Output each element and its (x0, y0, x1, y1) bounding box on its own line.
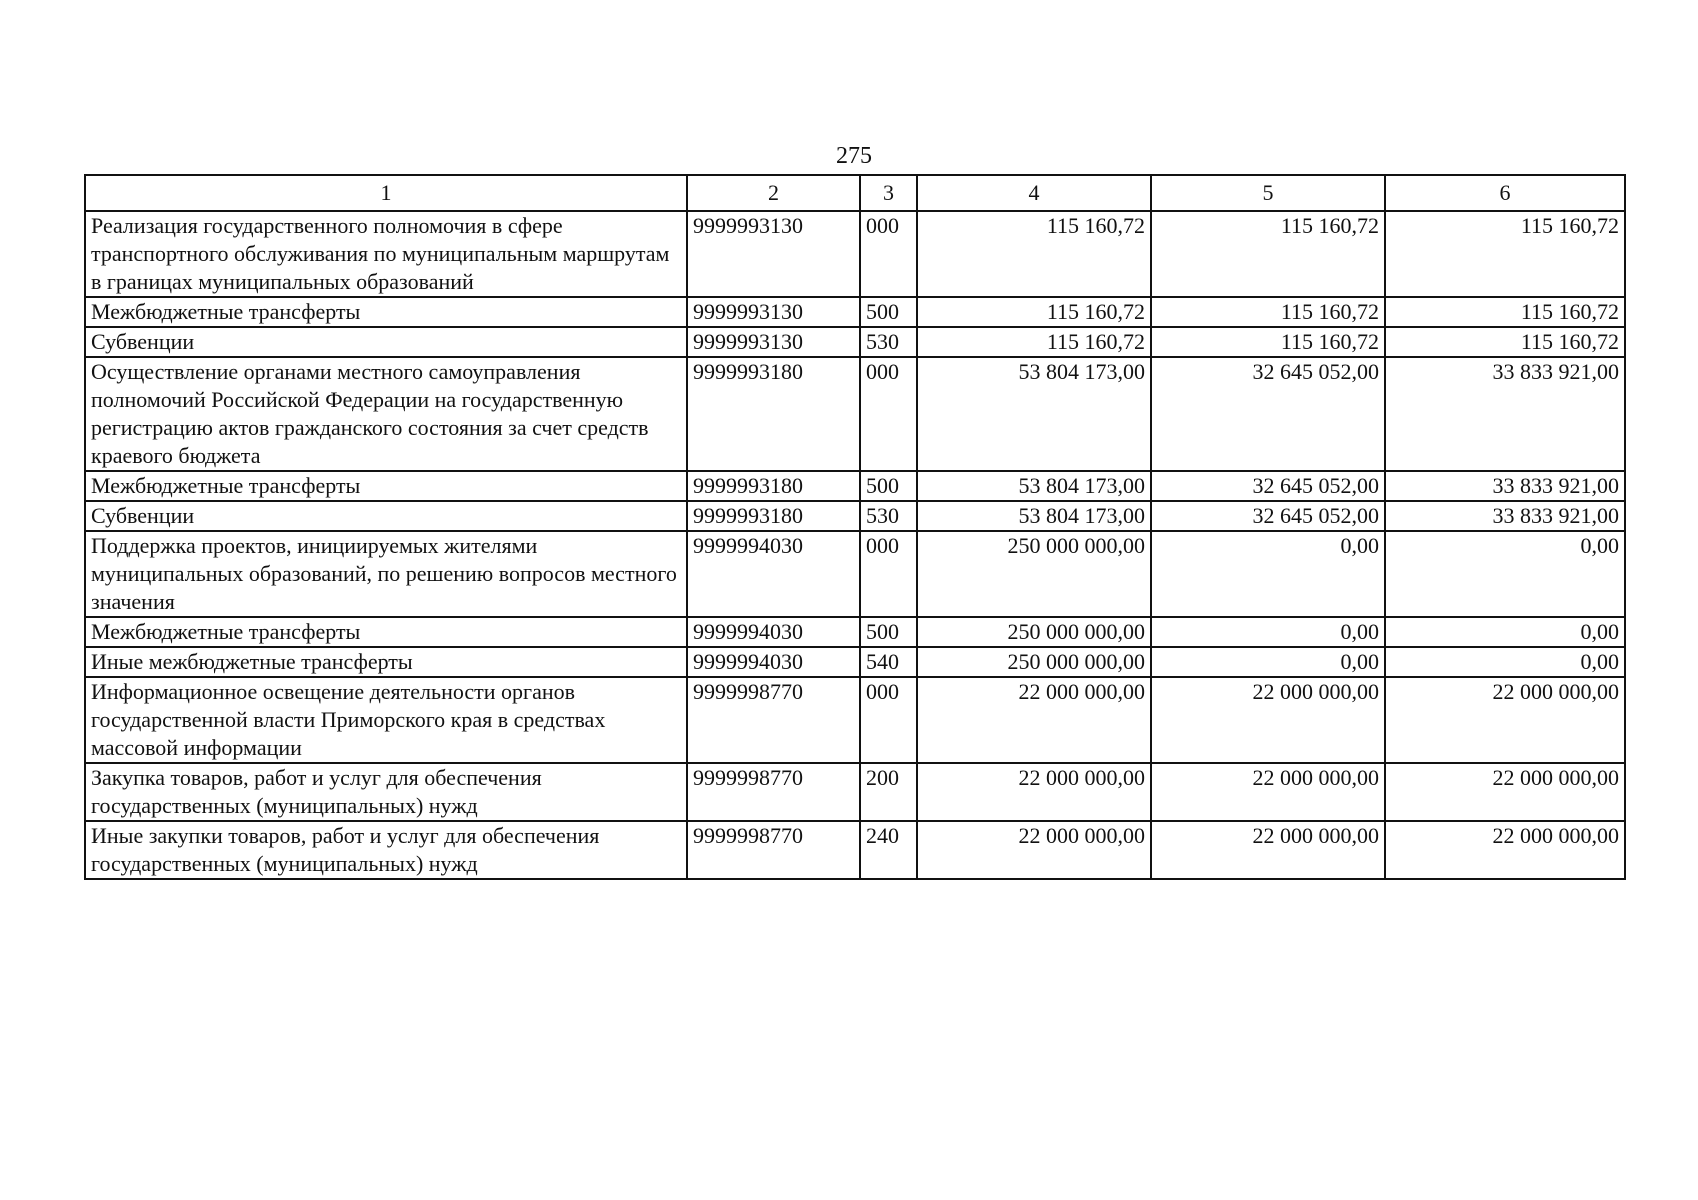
header-cell: 1 (85, 175, 687, 211)
amount-col5-cell: 32 645 052,00 (1151, 471, 1385, 501)
amount-col4-cell: 250 000 000,00 (917, 531, 1151, 617)
amount-col4-cell: 115 160,72 (917, 297, 1151, 327)
kind-cell: 500 (860, 297, 917, 327)
table-row (85, 677, 1625, 763)
amount-col6-cell: 33 833 921,00 (1385, 357, 1625, 471)
name-cell: Иные межбюджетные трансферты (85, 647, 687, 677)
amount-col5-cell: 115 160,72 (1151, 327, 1385, 357)
kind-cell: 530 (860, 501, 917, 531)
amount-col6-cell: 0,00 (1385, 531, 1625, 617)
amount-col6-cell: 22 000 000,00 (1385, 821, 1625, 879)
code-cell: 9999994030 (687, 617, 860, 647)
code-cell: 9999998770 (687, 677, 860, 763)
code-cell: 9999994030 (687, 647, 860, 677)
name-cell: Субвенции (85, 501, 687, 531)
code-cell: 9999993180 (687, 501, 860, 531)
amount-col6-cell: 33 833 921,00 (1385, 471, 1625, 501)
amount-col4-cell: 250 000 000,00 (917, 617, 1151, 647)
kind-cell: 530 (860, 327, 917, 357)
table-row (85, 501, 1625, 531)
code-cell: 9999998770 (687, 821, 860, 879)
code-cell: 9999993180 (687, 357, 860, 471)
amount-col4-cell: 22 000 000,00 (917, 763, 1151, 821)
table-row (85, 471, 1625, 501)
header-cell: 4 (917, 175, 1151, 211)
amount-col6-cell: 115 160,72 (1385, 211, 1625, 297)
amount-col5-cell: 22 000 000,00 (1151, 677, 1385, 763)
amount-col5-cell: 22 000 000,00 (1151, 763, 1385, 821)
amount-col4-cell: 250 000 000,00 (917, 647, 1151, 677)
header-row (85, 175, 1625, 211)
kind-cell: 000 (860, 677, 917, 763)
kind-cell: 000 (860, 357, 917, 471)
code-cell: 9999993130 (687, 297, 860, 327)
amount-col5-cell: 0,00 (1151, 617, 1385, 647)
header-cell: 2 (687, 175, 860, 211)
kind-cell: 500 (860, 617, 917, 647)
amount-col6-cell: 115 160,72 (1385, 297, 1625, 327)
code-cell: 9999998770 (687, 763, 860, 821)
code-cell: 9999993180 (687, 471, 860, 501)
amount-col6-cell: 22 000 000,00 (1385, 677, 1625, 763)
kind-cell: 000 (860, 531, 917, 617)
name-cell: Закупка товаров, работ и услуг для обеспечения государственных (муниципальных) нужд (85, 763, 687, 821)
table-row (85, 617, 1625, 647)
table-row (85, 821, 1625, 879)
table-row (85, 531, 1625, 617)
amount-col5-cell: 22 000 000,00 (1151, 821, 1385, 879)
amount-col4-cell: 22 000 000,00 (917, 821, 1151, 879)
amount-col6-cell: 33 833 921,00 (1385, 501, 1625, 531)
amount-col5-cell: 115 160,72 (1151, 297, 1385, 327)
name-cell: Информационное освещение деятельности органов государственной власти Приморского края в средствах массовой информации (85, 677, 687, 763)
amount-col4-cell: 53 804 173,00 (917, 501, 1151, 531)
kind-cell: 500 (860, 471, 917, 501)
amount-col6-cell: 0,00 (1385, 617, 1625, 647)
table-row (85, 357, 1625, 471)
code-cell: 9999993130 (687, 327, 860, 357)
name-cell: Реализация государственного полномочия в сфере транспортного обслуживания по муниципальным маршрутам в границах муниципальных образований (85, 211, 687, 297)
name-cell: Межбюджетные трансферты (85, 297, 687, 327)
name-cell: Субвенции (85, 327, 687, 357)
amount-col6-cell: 115 160,72 (1385, 327, 1625, 357)
table-row (85, 647, 1625, 677)
header-cell: 3 (860, 175, 917, 211)
name-cell: Межбюджетные трансферты (85, 617, 687, 647)
amount-col4-cell: 53 804 173,00 (917, 357, 1151, 471)
name-cell: Поддержка проектов, инициируемых жителями муниципальных образований, по решению вопросов местного значения (85, 531, 687, 617)
kind-cell: 200 (860, 763, 917, 821)
name-cell: Иные закупки товаров, работ и услуг для обеспечения государственных (муниципальных) нужд (85, 821, 687, 879)
amount-col5-cell: 32 645 052,00 (1151, 357, 1385, 471)
amount-col4-cell: 115 160,72 (917, 211, 1151, 297)
budget-table (84, 174, 1626, 880)
table-row (85, 327, 1625, 357)
amount-col5-cell: 0,00 (1151, 647, 1385, 677)
amount-col5-cell: 115 160,72 (1151, 211, 1385, 297)
amount-col4-cell: 22 000 000,00 (917, 677, 1151, 763)
amount-col6-cell: 0,00 (1385, 647, 1625, 677)
page-number: 275 (836, 143, 872, 169)
amount-col5-cell: 0,00 (1151, 531, 1385, 617)
table-row (85, 211, 1625, 297)
code-cell: 9999994030 (687, 531, 860, 617)
name-cell: Межбюджетные трансферты (85, 471, 687, 501)
kind-cell: 540 (860, 647, 917, 677)
table-row (85, 763, 1625, 821)
kind-cell: 000 (860, 211, 917, 297)
kind-cell: 240 (860, 821, 917, 879)
name-cell: Осуществление органами местного самоуправления полномочий Российской Федерации на государственную регистрацию актов гражданского состояния за счет средств краевого бюджета (85, 357, 687, 471)
header-cell: 6 (1385, 175, 1625, 211)
amount-col4-cell: 53 804 173,00 (917, 471, 1151, 501)
amount-col6-cell: 22 000 000,00 (1385, 763, 1625, 821)
code-cell: 9999993130 (687, 211, 860, 297)
amount-col4-cell: 115 160,72 (917, 327, 1151, 357)
header-cell: 5 (1151, 175, 1385, 211)
table-row (85, 297, 1625, 327)
amount-col5-cell: 32 645 052,00 (1151, 501, 1385, 531)
